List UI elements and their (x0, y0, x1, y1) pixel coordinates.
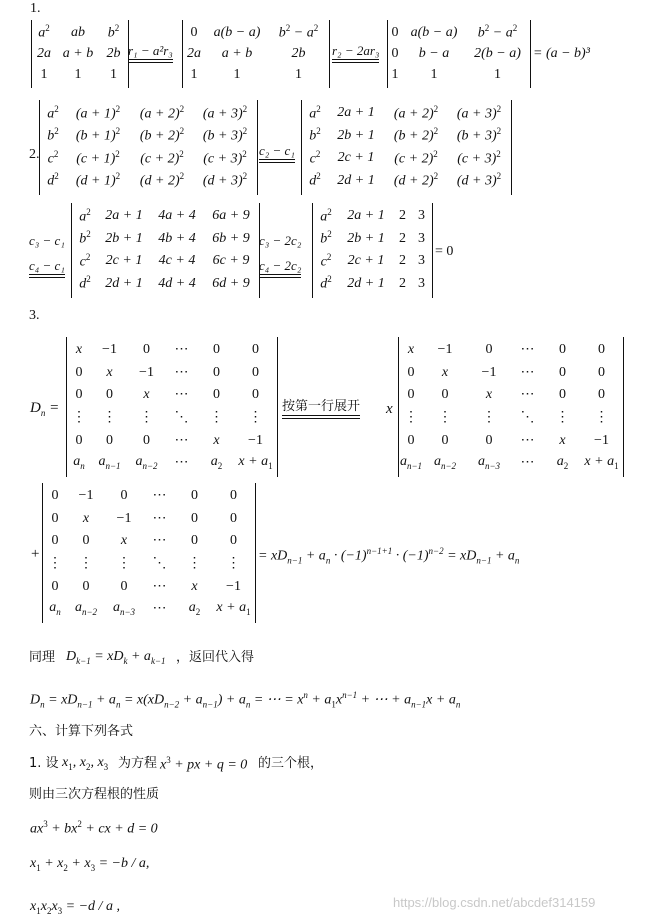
row-op-text: r₁ − a²r₃ (128, 43, 173, 58)
item-number-2: 2. (29, 147, 40, 162)
result-p1: = (a − b)³ (533, 46, 590, 61)
p2-c-grid: $a^2$ 2a + 1 4a + 4 6a + 9 $b^2$ 2b + 1 4b + 4 6b + 9 $c^2$ 2c + 1 4c + 4 6c + 9 $d^2$ 2d + 1 4d + 4 6d + 9 (79, 206, 250, 293)
col-op-text: c₄ − 2c₂ (259, 258, 302, 273)
item-number-1: 1. (30, 1, 41, 16)
row-op-label (128, 44, 173, 57)
watermark: https://blog.csdn.net/abcdef314159 (393, 895, 596, 910)
final-expansion: $D_n = xD_{n-1} + a_n = x(xD_{n-2} + a_{n-1}) + a_n$ = ⋯ = $x^n + a_1x^{n-1}$ + ⋯ + $a_{n-1}x + a_n$ (30, 690, 461, 710)
tongli-formula: $D_{k-1} = xD_k + a_{k-1}$ (66, 649, 166, 666)
col-op-label (259, 259, 301, 272)
item1b-prefix: 1. 设 (29, 756, 59, 771)
p2-b-grid: $a^2$ 2a + 1 $(a + 2)^2$ $(a + 3)^2$ $b^2$ 2b + 1 $(b + 2)^2$ $(b + 3)^2$ $c^2$ 2c + 1 $(c + 2)^2$ $(c + 3)^2$ $d^2$ 2d + 1 $(d + 2)^2$ $(d + 3)^2$ (309, 103, 502, 190)
dn-grid: x −1 0 ⋯ 0 0 0 x −1 ⋯ 0 0 0 0 x ⋯ 0 0 ⋮ ⋮ ⋮ ⋱ ⋮ ⋮ 0 0 0 ⋯ x −1 $a_n$ $a_{n-1}$ $a_{n-2}$ ⋯ $a_2$ $x + a_1$ (72, 342, 273, 472)
dn-label: $D_n$ = (30, 400, 60, 418)
cubic-property-text: 则由三次方程根的性质 (29, 787, 160, 802)
col-op-text: c₃ − 2c₂ (259, 233, 302, 248)
dn-second-grid: 0 −1 0 ⋯ 0 0 0 x −1 ⋯ 0 0 0 0 x ⋯ 0 0 ⋮ ⋮ ⋮ ⋱ ⋮ ⋮ 0 0 0 ⋯ x −1 $a_n$ $a_{n-2}$ $a_{n-3}$ ⋯ $a_2$ $x + a_1$ (48, 488, 251, 618)
dn-minor-grid: x −1 0 ⋯ 0 0 0 x −1 ⋯ 0 0 0 0 x ⋯ 0 0 ⋮ ⋮ ⋮ ⋱ ⋮ ⋮ 0 0 0 ⋯ x −1 $a_{n-1}$ $a_{n-2}$ $a_{n-3}$ ⋯ $a_2$ $x + a_1$ (399, 342, 619, 472)
p2-d-grid: $a^2$ 2a + 1 2 3 $b^2$ 2b + 1 2 3 $c^2$ 2c + 1 2 3 $d^2$ 2d + 1 2 3 (320, 206, 425, 293)
section-six-heading: 六、计算下列各式 (29, 724, 134, 739)
three-roots-text: 的三个根， (258, 756, 324, 771)
roots-of-text: 为方程 (118, 756, 158, 771)
row-op-text: r₂ − 2ar₃ (332, 43, 380, 58)
p1-a-grid: $a^2$ ab $b^2$ 2a a + b 2b 1 1 1 (37, 23, 121, 82)
cubic-equation: $x^3$ + px + q = 0 (160, 755, 248, 773)
vieta-product: $x_1x_2x_3 = -d / a$ , (30, 899, 120, 916)
col-op-label (29, 259, 65, 272)
col-op-text: c₃ − c₁ (29, 233, 65, 248)
col-op-label (29, 234, 65, 247)
expand-text: 按第一行展开 (282, 399, 361, 414)
col-op-text: c₄ − c₁ (29, 258, 65, 273)
p2-a-grid: $a^2$ $(a + 1)^2$ $(a + 2)^2$ $(a + 3)^2$ $b^2$ $(b + 1)^2$ $(b + 2)^2$ $(b + 3)^2$ $c^2$ $(c + 1)^2$ $(c + 2)^2$ $(c + 3)^2$ $d^2$ $(d + 1)^2$ $(d + 2)^2$ $(d + 3)^2$ (47, 103, 248, 190)
general-cubic: $ax^3 + bx^2$ + cx + d = 0 (30, 819, 158, 837)
col-op-label (259, 144, 295, 157)
recurrence-result: = $xD_{n-1} + a_n \cdot (-1)^{n-1+1} \cdot (-1)^{n-2} = xD_{n-1} + a_n$ (258, 546, 520, 566)
plus-sign: + (31, 546, 40, 562)
p1-c-grid: 0 a(b − a) $b^2 - a^2$ 0 b − a 2(b − a) 1 1 1 (391, 23, 521, 82)
p1-b-grid: 0 a(b − a) $b^2 - a^2$ 2a a + b 2b 1 1 1 (187, 23, 319, 82)
back-substitute-text: ，返回代入得 (176, 650, 255, 665)
x-multiplier: x (386, 401, 393, 417)
expand-first-row-label (282, 400, 360, 413)
vieta-sum: $x_1 + x_2 + x_3 = -b / a$, (30, 856, 150, 873)
row-op-label (332, 44, 379, 57)
result-p2: = 0 (435, 244, 454, 259)
item-number-3: 3. (29, 308, 40, 323)
tongli-label: 同理 (29, 650, 56, 665)
col-op-label (259, 234, 301, 247)
roots-vars: $x_1$, $x_2$, $x_3$ (62, 755, 109, 772)
col-op-text: c₂ − c₁ (259, 143, 295, 158)
